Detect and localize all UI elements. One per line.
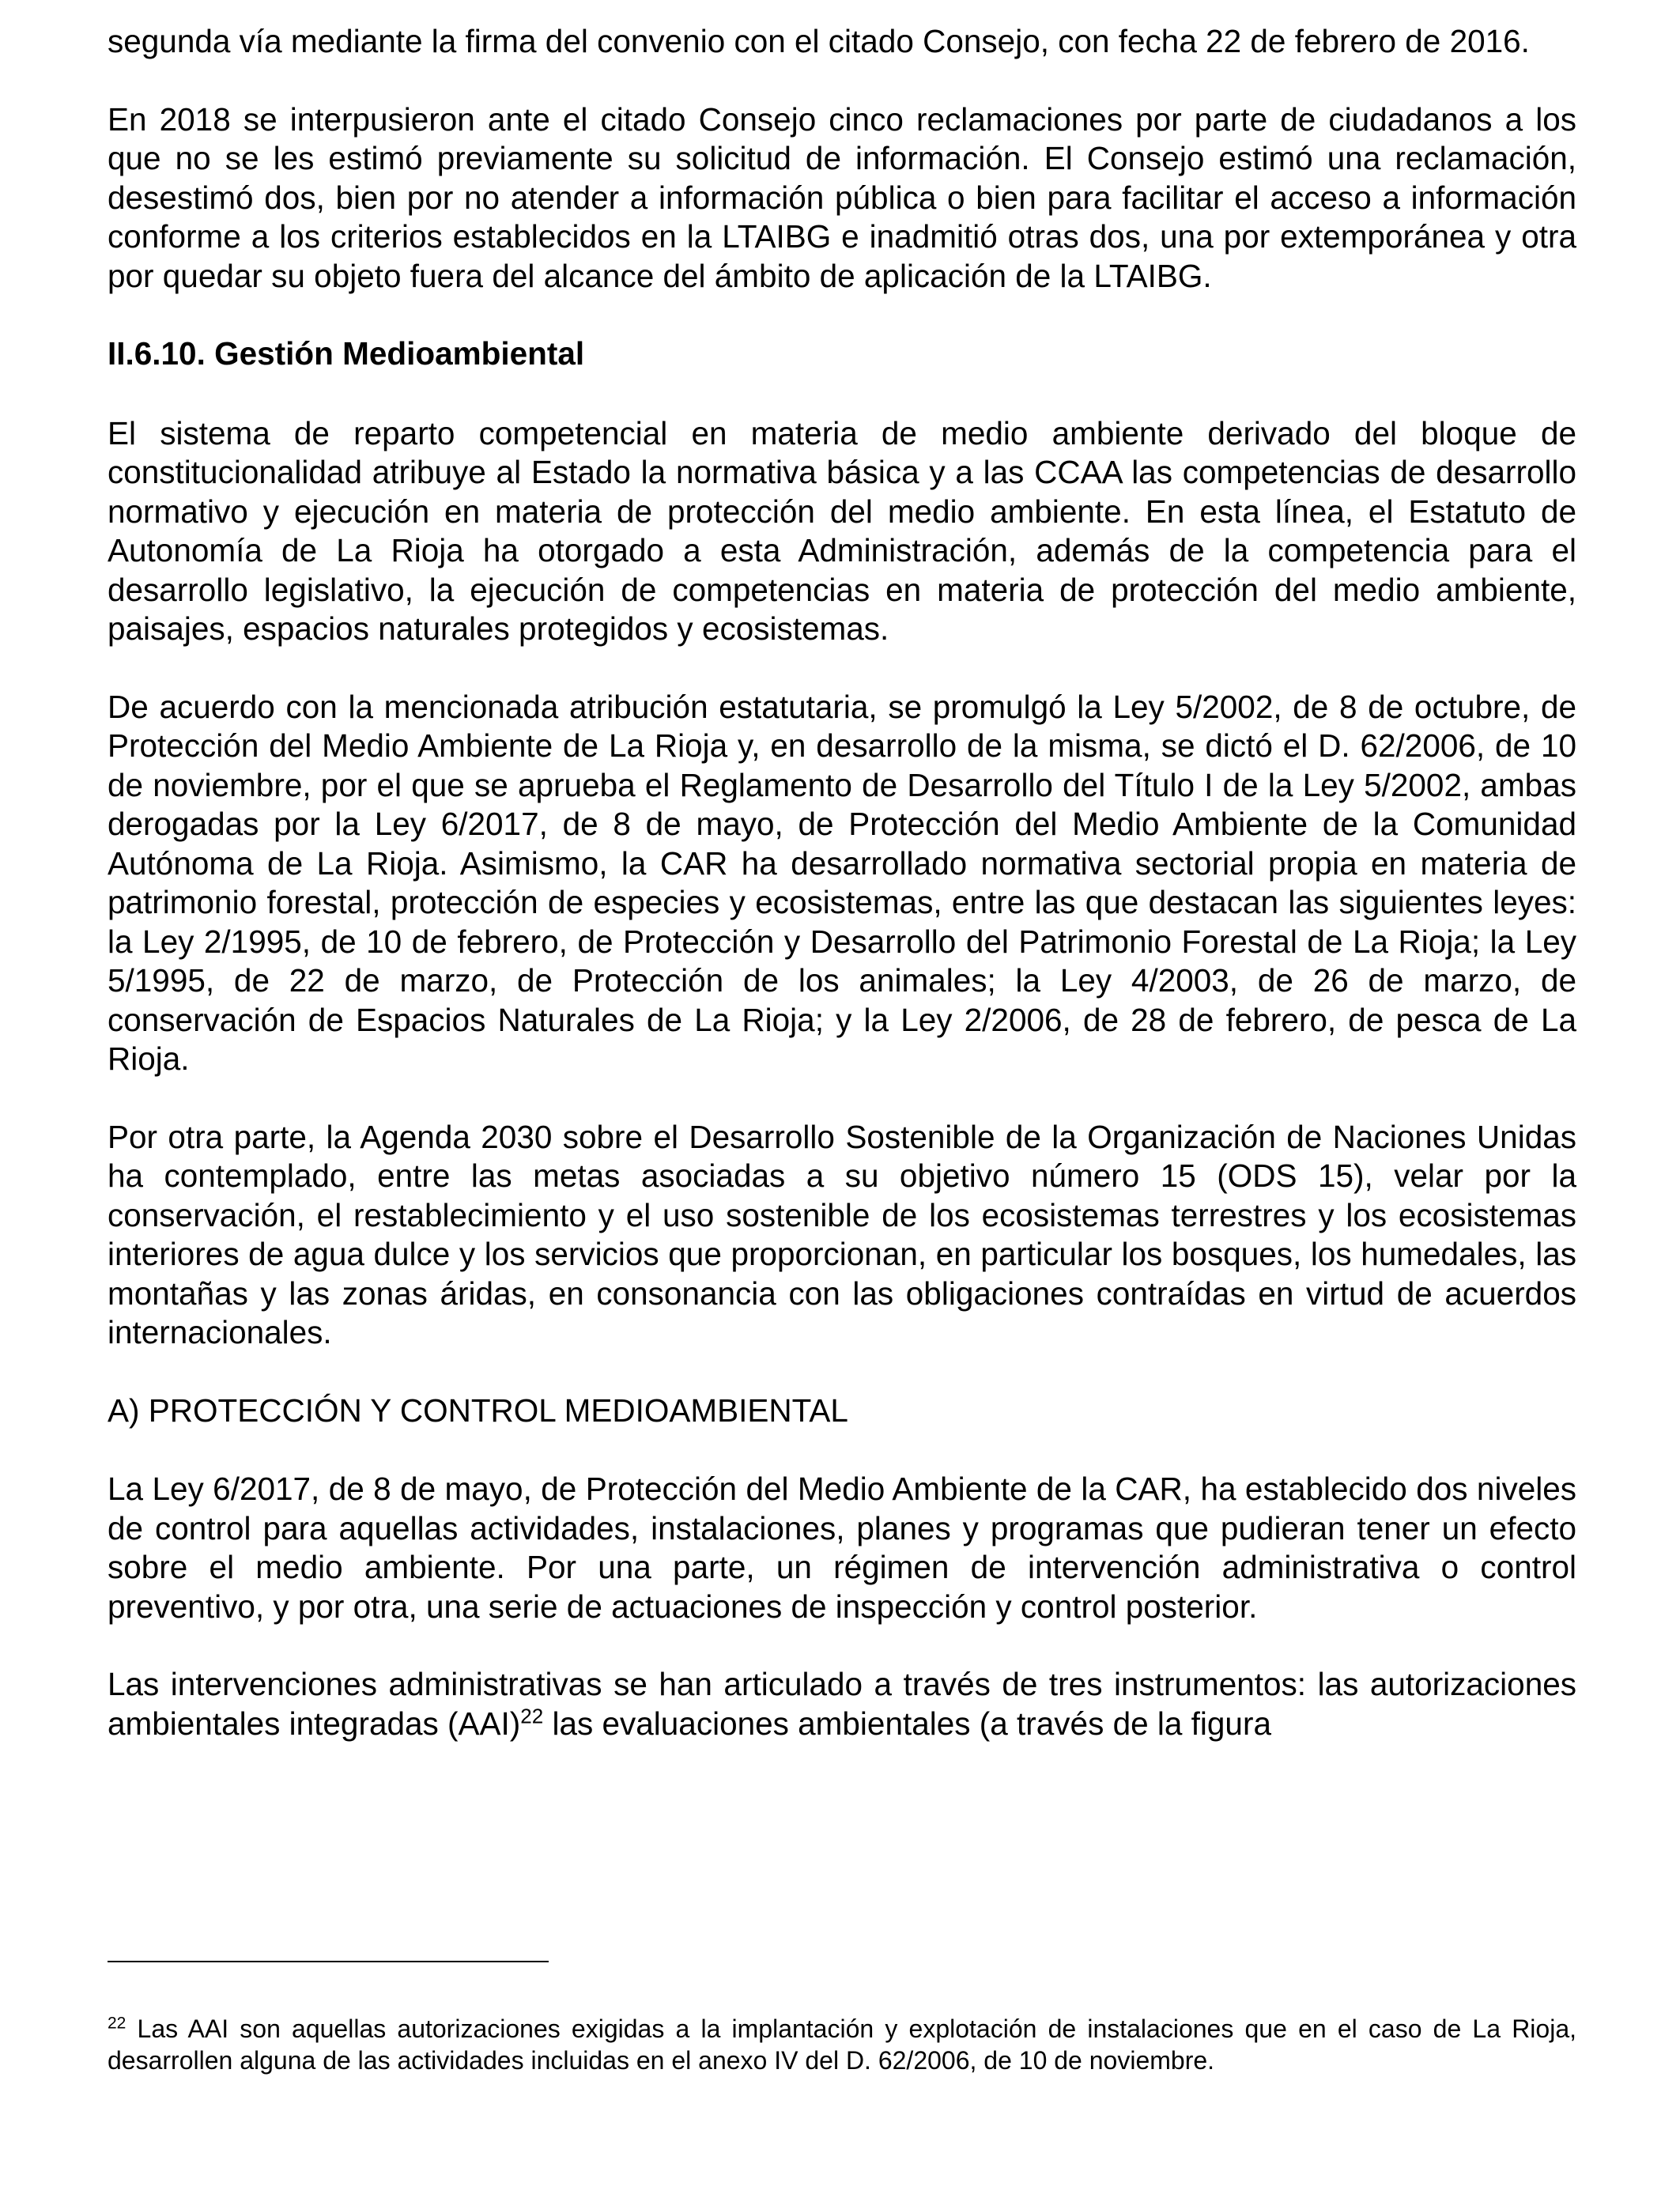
subsection-heading: A) PROTECCIÓN Y CONTROL MEDIOAMBIENTAL bbox=[108, 1392, 848, 1429]
document-body bbox=[108, 22, 1576, 1743]
paragraph-normativa: De acuerdo con la mencionada atribución estatutaria, se promulgó la Ley 5/2002, de 8 de octubre, de Protección del Medio Ambiente de La Rioja y, en desarrollo de la misma, se dictó el D. 62/2006, de 10 de noviembre, por el que se aprueba el Reglamento de Desarrollo del Título I de la Ley 5/2002, ambas derogadas por la Ley 6/2017, de 8 de mayo, de Protección del Medio Ambiente de la Comunidad Autónoma de La Rioja. Asimismo, la CAR ha desarrollado normativa sectorial propia en materia de patrimonio forestal, protección de especies y ecosistemas, entre las que destacan las siguientes leyes: la Ley 2/1995, de 10 de febrero, de Protección y Desarrollo del Patrimonio Forestal de La Rioja; la Ley 5/1995, de 22 de marzo, de Protección de los animales; la Ley 4/2003, de 26 de marzo, de conservación de Espacios Naturales de La Rioja; y la Ley 2/2006, de 28 de febrero, de pesca de La Rioja. bbox=[108, 688, 1576, 1077]
footnote-reference[interactable]: 22 bbox=[520, 1704, 544, 1728]
paragraph-intervenciones-text: Las intervenciones administrativas se han articulado a través de tres instrumentos: las autorizaciones ambientales integradas (AAI) bbox=[108, 1666, 1576, 1742]
paragraph-ley-6-2017: La Ley 6/2017, de 8 de mayo, de Protección del Medio Ambiente de la CAR, ha establecido dos niveles de control para aquellas actividades, instalaciones, planes y programas que pudieran tener un efecto sobre el medio ambiente. Por una parte, un régimen de intervención administrativa o control preventivo, y por otra, una serie de actuaciones de inspección y control posterior. bbox=[108, 1471, 1576, 1625]
footnote-marker: 22 bbox=[108, 2014, 126, 2033]
paragraph-intervenciones bbox=[108, 1665, 1576, 1743]
paragraph-reparto-competencial: El sistema de reparto competencial en materia de medio ambiente derivado del bloque de constitucionalidad atribuye al Estado la normativa básica y a las CCAA las competencias de desarrollo normativo y ejecución en materia de protección del medio ambiente. En esta línea, el Estatuto de Autonomía de La Rioja ha otorgado a esta Administración, además de la competencia para el desarrollo legislativo, la ejecución de competencias en materia de protección del medio ambiente, paisajes, espacios naturales protegidos y ecosistemas. bbox=[108, 414, 1576, 647]
section-heading: II.6.10. Gestión Medioambiental bbox=[108, 335, 585, 372]
footnote-text: Las AAI son aquellas autorizaciones exigidas a la implantación y explotación de instalaciones que en el caso de La Rioja, desarrollen alguna de las actividades incluidas en el anexo IV del D. 62/2006, de 10 de noviembre. bbox=[108, 2015, 1576, 2075]
paragraph-reclamaciones: En 2018 se interpusieron ante el citado Consejo cinco reclamaciones por parte de ciudadanos a los que no se les estimó previamente su solicitud de información. El Consejo estimó una reclamación, desestimó dos, bien por no atender a información pública o bien para facilitar el acceso a información conforme a los criterios establecidos en la LTAIBG e inadmitió otras dos, una por extemporánea y otra por quedar su objeto fuera del alcance del ámbito de aplicación de la LTAIBG. bbox=[108, 100, 1576, 294]
paragraph-convenio: segunda vía mediante la firma del convenio con el citado Consejo, con fecha 22 de febrero de 2016. bbox=[108, 23, 1530, 59]
footnote-divider bbox=[108, 1961, 549, 1962]
footnote bbox=[108, 2013, 1576, 2076]
paragraph-agenda-2030: Por otra parte, la Agenda 2030 sobre el Desarrollo Sostenible de la Organización de Naciones Unidas ha contemplado, entre las metas asociadas a su objetivo número 15 (ODS 15), velar por la conservación, el restablecimiento y el uso sostenible de los ecosistemas terrestres y los ecosistemas interiores de agua dulce y los servicios que proporcionan, en particular los bosques, los humedales, las montañas y las zonas áridas, en consonancia con las obligaciones contraídas en virtud de acuerdos internacionales. bbox=[108, 1118, 1576, 1350]
paragraph-intervenciones-text-end: las evaluaciones ambientales (a través de la figura bbox=[543, 1705, 1271, 1742]
